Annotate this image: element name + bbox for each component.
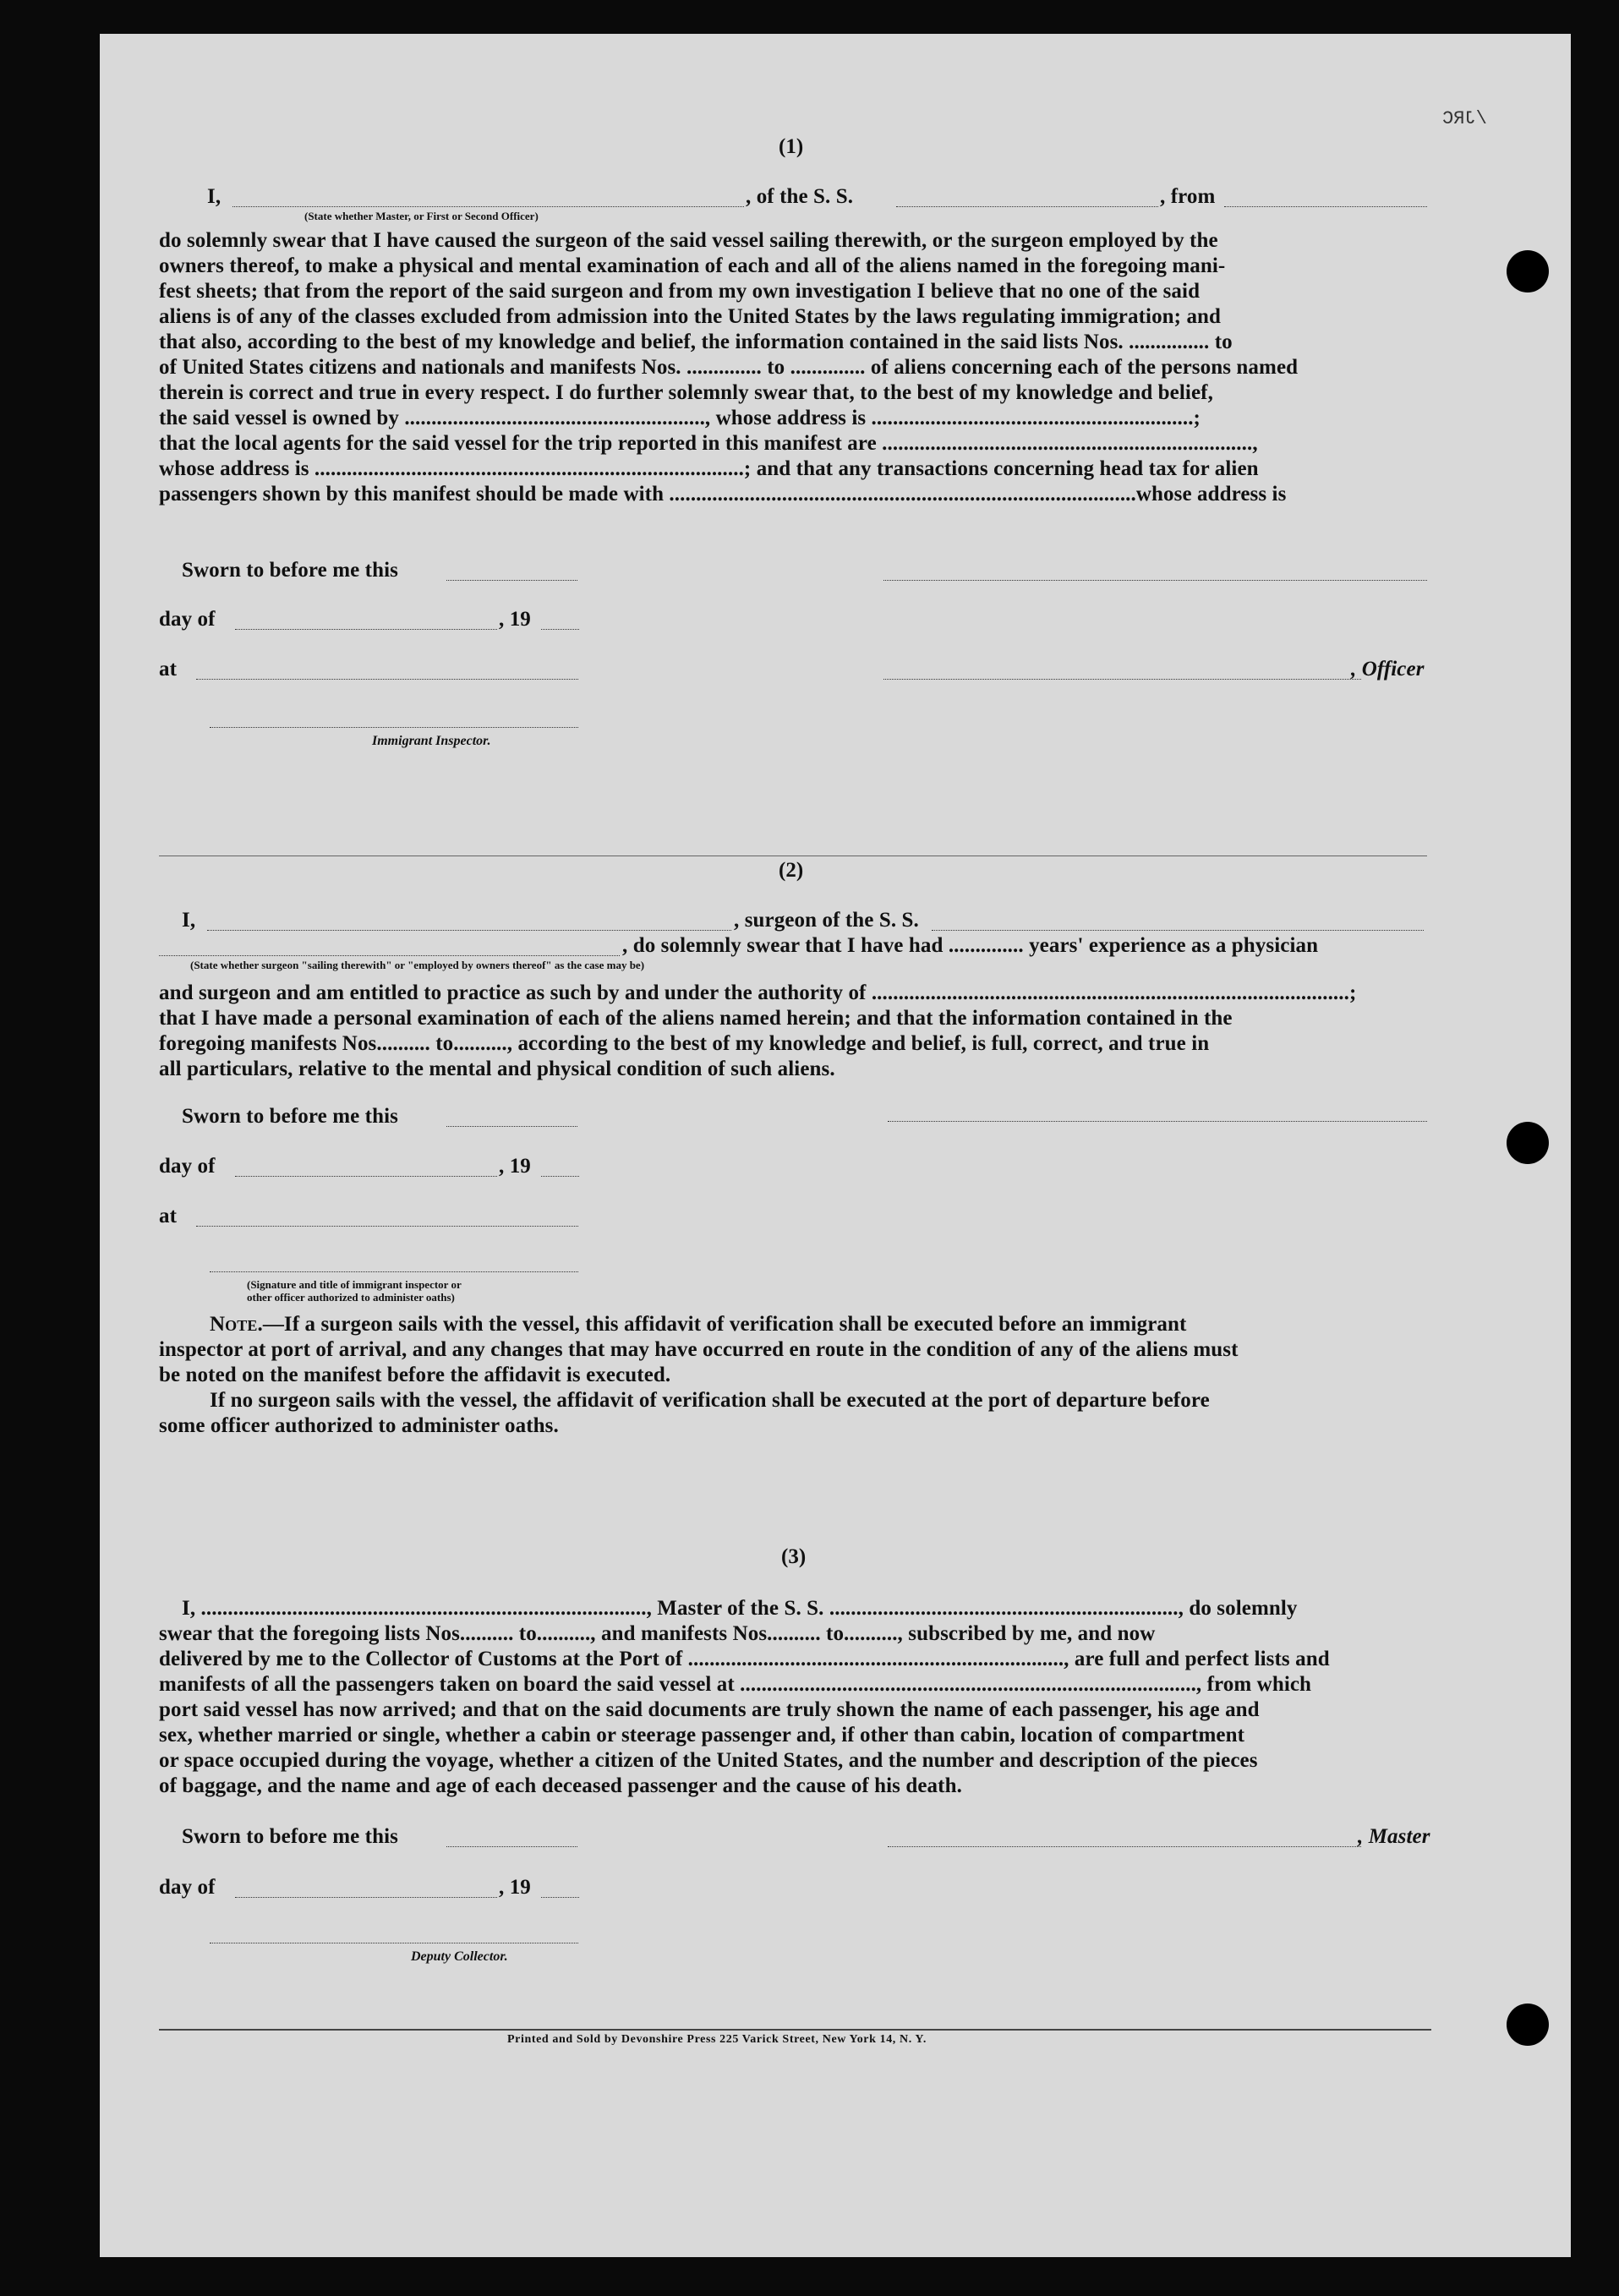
port-blank <box>1224 206 1427 207</box>
year-blank <box>541 629 579 630</box>
section-3-para-line: I, ..................................................................................., Master of the S. S. ................................................................., do solemnly <box>182 1597 1298 1620</box>
at-label: at <box>159 1205 178 1227</box>
section-2-para-line: all particulars, relative to the mental and physical condition of such aliens. <box>159 1058 835 1080</box>
section-3-para-line: port said vessel has now arrived; and that on the said documents are truly shown the name of each passenger, his age and <box>159 1698 1260 1721</box>
officer-name-blank <box>232 206 744 207</box>
surgeon-name-blank <box>207 930 731 931</box>
section-1-number: (1) <box>779 135 804 158</box>
note-first-line <box>210 1312 1186 1337</box>
section-1-para-line: therein is correct and true in every respect. I do further solemnly swear that, to the best of my knowledge and belief, <box>159 381 1213 404</box>
section-1-para-line: passengers shown by this manifest should be made with .......................................................................................whose address is <box>159 483 1287 506</box>
punch-hole <box>1507 2004 1549 2046</box>
day-of-label: day of <box>159 608 216 631</box>
day-of-label: day of <box>159 1155 216 1178</box>
inspector-label: Immigrant Inspector. <box>372 734 491 748</box>
day-of-blank <box>235 1897 497 1898</box>
section-2-ss-label: , surgeon of the S. S. <box>734 909 919 932</box>
note-line: be noted on the manifest before the affidavit is executed. <box>159 1364 671 1386</box>
section-1-ss-label: , of the S. S. <box>746 185 854 208</box>
section-3-para-line: swear that the foregoing lists Nos.......... to.........., and manifests Nos.......... to.........., subscribed by me, and now <box>159 1622 1156 1645</box>
day-of-label: day of <box>159 1876 216 1899</box>
surgeon-status-blank <box>159 955 620 956</box>
sworn-date-blank <box>446 1846 577 1847</box>
note-label: Note. <box>210 1313 263 1336</box>
section-1-para-line: that the local agents for the said vessel for the trip reported in this manifest are ....................................................................., <box>159 432 1258 455</box>
officer-label: , Officer <box>1351 658 1425 681</box>
at-label: at <box>159 658 178 681</box>
note-text: —If a surgeon sails with the vessel, this affidavit of verification shall be executed before an immigrant <box>262 1313 1187 1336</box>
section-3-para-line: sex, whether married or single, whether a cabin or steerage passenger and, if other than cabin, location of compartment <box>159 1724 1245 1747</box>
ship-name-blank <box>896 206 1158 207</box>
section-3-para-line: or space occupied during the voyage, whether a citizen of the United States, and the number and description of the pieces <box>159 1749 1258 1772</box>
section-1-para-line: fest sheets; that from the report of the said surgeon and from my own investigation I believe that no one of the said <box>159 280 1201 303</box>
sworn-label: Sworn to before me this <box>182 1105 398 1128</box>
section-2-para-line: that I have made a personal examination of each of the aliens named herein; and that the information contained in the <box>159 1007 1233 1030</box>
sworn-label: Sworn to before me this <box>182 559 398 582</box>
corner-mark: /JRC <box>1442 108 1487 129</box>
punch-hole <box>1507 1122 1549 1164</box>
section-2-i-label: I, <box>182 909 196 932</box>
section-1-para-line: that also, according to the best of my knowledge and belief, the information contained in the said lists Nos. ............... to <box>159 331 1233 353</box>
section-1-i-label: I, <box>207 185 222 208</box>
officer-signature-blank <box>883 580 1427 581</box>
punch-hole <box>1507 250 1549 292</box>
master-signature-blank <box>888 1846 1361 1847</box>
section-2-caption: (State whether surgeon "sailing therewith" or "employed by owners thereof" as the case may be) <box>190 959 645 971</box>
sworn-date-blank <box>446 580 577 581</box>
section-1-from-label: , from <box>1160 185 1216 208</box>
deputy-collector-label: Deputy Collector. <box>411 1949 508 1964</box>
at-blank <box>196 1226 578 1227</box>
note-line: some officer authorized to administer oaths. <box>159 1414 559 1437</box>
section-1-para-line: aliens is of any of the classes excluded from admission into the United States by the laws regulating immigration; and <box>159 305 1222 328</box>
footer-rule <box>159 2029 1431 2031</box>
section-1-para-line: whose address is ................................................................................; and that any transactions concerning head tax for alien <box>159 457 1259 480</box>
sworn-label: Sworn to before me this <box>182 1825 398 1848</box>
year-label: , 19 <box>499 1876 531 1899</box>
section-3-para-line: manifests of all the passengers taken on board the said vessel at ....................................................................................., from which <box>159 1673 1312 1696</box>
note-line: inspector at port of arrival, and any changes that may have occurred en route in the condition of any of the aliens must <box>159 1338 1239 1361</box>
authorized-signature-blank <box>210 1271 578 1272</box>
signature-caption: (Signature and title of immigrant inspector or <box>247 1278 462 1291</box>
section-1-para-line: the said vessel is owned by ........................................................, whose address is ............................................................; <box>159 407 1201 429</box>
section-1-para-line: of United States citizens and nationals and manifests Nos. .............. to .............. of aliens concerning each of the persons named <box>159 356 1299 379</box>
section-3-para-line: delivered by me to the Collector of Customs at the Port of ......................................................................, are full and perfect lists and <box>159 1648 1330 1670</box>
signature-caption: other officer authorized to administer oaths) <box>247 1291 455 1304</box>
surgeon-ship-blank <box>932 930 1424 931</box>
year-label: , 19 <box>499 1155 531 1178</box>
section-1-para-line: do solemnly swear that I have caused the surgeon of the said vessel sailing therewith, or the surgeon employed by the <box>159 229 1218 252</box>
section-2-para-line: and surgeon and am entitled to practice as such by and under the authority of .........................................................................................; <box>159 981 1357 1004</box>
section-2-para-line: foregoing manifests Nos.......... to.........., according to the best of my knowledge and belief, is full, correct, and true in <box>159 1032 1210 1055</box>
section-2-number: (2) <box>779 859 804 882</box>
printer-imprint: Printed and Sold by Devonshire Press 225 Varick Street, New York 14, N. Y. <box>507 2033 927 2046</box>
section-1-caption: (State whether Master, or First or Second Officer) <box>304 210 539 222</box>
day-of-blank <box>235 629 497 630</box>
at-blank <box>196 679 578 680</box>
section-3-para-line: of baggage, and the name and age of each deceased passenger and the cause of his death. <box>159 1774 962 1797</box>
day-of-blank <box>235 1176 497 1177</box>
year-blank <box>541 1176 579 1177</box>
section-3-number: (3) <box>781 1545 807 1568</box>
section-2-experience-line: , do solemnly swear that I have had .............. years' experience as a physician <box>622 934 1319 957</box>
inspector-signature-blank <box>210 727 578 728</box>
master-label: , Master <box>1358 1825 1430 1848</box>
sworn-date-blank <box>446 1126 577 1127</box>
officer-title-blank <box>883 679 1361 680</box>
surgeon-signature-blank <box>888 1121 1427 1122</box>
year-blank <box>541 1897 579 1898</box>
year-label: , 19 <box>499 608 531 631</box>
section-1-para-line: owners thereof, to make a physical and mental examination of each and all of the aliens named in the foregoing mani- <box>159 254 1226 277</box>
note-line: If no surgeon sails with the vessel, the affidavit of verification shall be executed at the port of departure before <box>210 1389 1210 1412</box>
